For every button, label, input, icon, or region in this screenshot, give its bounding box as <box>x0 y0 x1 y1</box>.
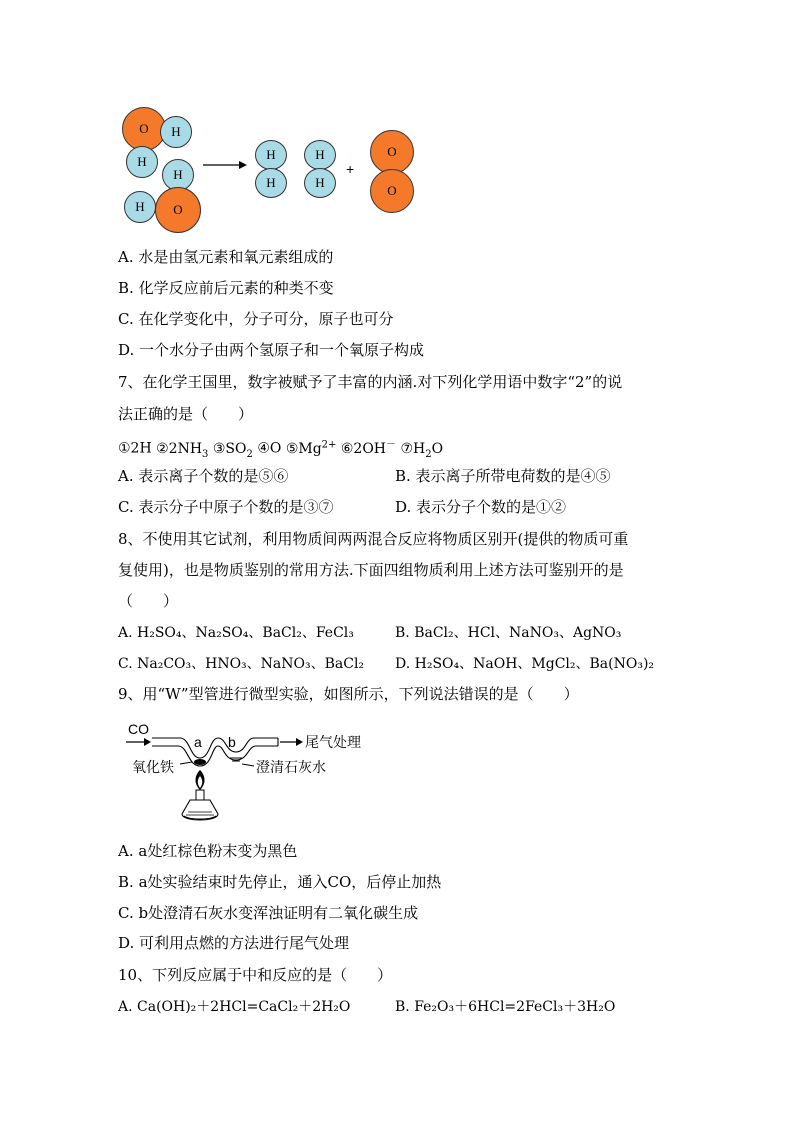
q7-item-7: $⑦H_2O$ <box>400 440 444 460</box>
q9-stem: 9、用“W”型管进行微型实验，如图所示，下列说法错误的是（ ） <box>118 685 579 703</box>
q7-item-1: ①2H <box>118 440 152 457</box>
option-text: 化学反应前后元素的种类不变 <box>138 279 334 297</box>
q8-stem-line3: （ ） <box>118 592 179 610</box>
q8-stem-line2: 复使用)，也是物质鉴别的常用方法.下面四组物质利用上述方法可鉴别开的是 <box>118 561 624 579</box>
q8-option-c: C. Na₂CO₃、HNO₃、NaNO₃、BaCl₂ <box>118 656 365 672</box>
q7-option-a: A. 表示离子个数的是⑤⑥ <box>118 467 289 485</box>
q7-option-b: B. 表示离子所带电荷数的是④⑤ <box>395 467 611 485</box>
q7-item-3: $③SO_2$ <box>212 440 253 460</box>
hydrogen-atom: H <box>304 168 336 198</box>
hydrogen-atom: H <box>124 191 156 223</box>
q10-stem: 10、下列反应属于中和反应的是（ ） <box>118 966 393 984</box>
w-tube-apparatus <box>118 718 378 836</box>
option-label: C. <box>118 310 134 328</box>
oxygen-atom: O <box>122 107 166 151</box>
hydrogen-atom: H <box>304 140 336 170</box>
w-tube-diagram <box>118 718 378 836</box>
q6-option-b <box>118 278 334 298</box>
q7-stem-line1: 7、在化学王国里，数字被赋予了丰富的内涵.对下列化学用语中数字“2”的说 <box>118 373 623 391</box>
q9-option-d <box>118 933 349 953</box>
hydrogen-atom: H <box>162 159 194 191</box>
q7-items <box>118 435 443 464</box>
hydrogen-atom: H <box>160 116 192 148</box>
option-label: B. <box>118 279 134 297</box>
co-label: CO <box>128 721 149 737</box>
option-label: A. <box>118 842 134 860</box>
oxygen-atom: O <box>155 187 201 233</box>
option-label: C. <box>118 904 134 922</box>
q7-item-2: $②2NH_3$ <box>156 440 209 460</box>
q9-option-c <box>118 903 418 923</box>
q6-option-c <box>118 309 394 329</box>
option-label: D. <box>118 341 135 359</box>
limewater-label: 澄清石灰水 <box>256 759 326 775</box>
q7-option-d: D. 表示分子个数的是①② <box>395 498 567 516</box>
reaction-arrow-icon <box>203 158 249 172</box>
option-text: a处红棕色粉末变为黑色 <box>138 842 298 860</box>
a-label: a <box>194 734 202 750</box>
hydrogen-atom: H <box>255 168 287 198</box>
plus-sign: + <box>346 161 355 177</box>
oxygen-atom: O <box>370 130 414 174</box>
option-text: 在化学变化中，分子可分，原子也可分 <box>138 310 394 328</box>
q10-option-a: A. Ca(OH)₂＋2HCl=CaCl₂＋2H₂O <box>118 999 351 1015</box>
iron-oxide-label: 氧化铁 <box>132 759 174 775</box>
option-text: b处澄清石灰水变浑浊证明有二氧化碳生成 <box>138 904 419 922</box>
q6-option-d <box>118 340 424 360</box>
hydrogen-atom: H <box>255 140 287 170</box>
q9-option-b <box>118 872 441 892</box>
option-text: 可利用点燃的方法进行尾气处理 <box>139 934 350 952</box>
hydrogen-atom: H <box>126 146 158 178</box>
option-label: B. <box>118 873 134 891</box>
b-label: b <box>228 734 236 750</box>
option-label: A. <box>118 248 134 266</box>
q8-stem-line1: 8、不使用其它试剂，利用物质间两两混合反应将物质区别开(提供的物质可重 <box>118 530 629 548</box>
q7-item-6: ⑥2OH－ <box>340 439 397 457</box>
q7-item-5: $⑤Mg^{2+}$ <box>285 439 337 457</box>
q7-option-c: C. 表示分子中原子个数的是③⑦ <box>118 498 334 516</box>
q10-option-b: B. Fe₂O₃＋6HCl=2FeCl₃＋3H₂O <box>395 999 616 1015</box>
q9-option-a <box>118 841 297 861</box>
option-text: a处实验结束时先停止，通入CO，后停止加热 <box>138 873 442 891</box>
q8-option-a: A. H₂SO₄、Na₂SO₄、BaCl₂、FeCl₃ <box>118 625 354 641</box>
q7-item-4: ④O <box>257 440 282 457</box>
molecule-diagram <box>0 0 794 240</box>
option-text: 一个水分子由两个氢原子和一个氧原子构成 <box>139 341 425 359</box>
tail-gas-label: 尾气处理 <box>305 734 361 750</box>
option-label: D. <box>118 934 135 952</box>
option-text: 水是由氢元素和氧元素组成的 <box>138 248 334 266</box>
oxygen-atom: O <box>370 169 414 213</box>
q6-option-a <box>118 247 333 267</box>
q8-option-b: B. BaCl₂、HCl、NaNO₃、AgNO₃ <box>395 625 622 641</box>
q7-stem-line2: 法正确的是（ ） <box>118 405 254 423</box>
q8-option-d: D. H₂SO₄、NaOH、MgCl₂、Ba(NO₃)₂ <box>395 656 655 672</box>
